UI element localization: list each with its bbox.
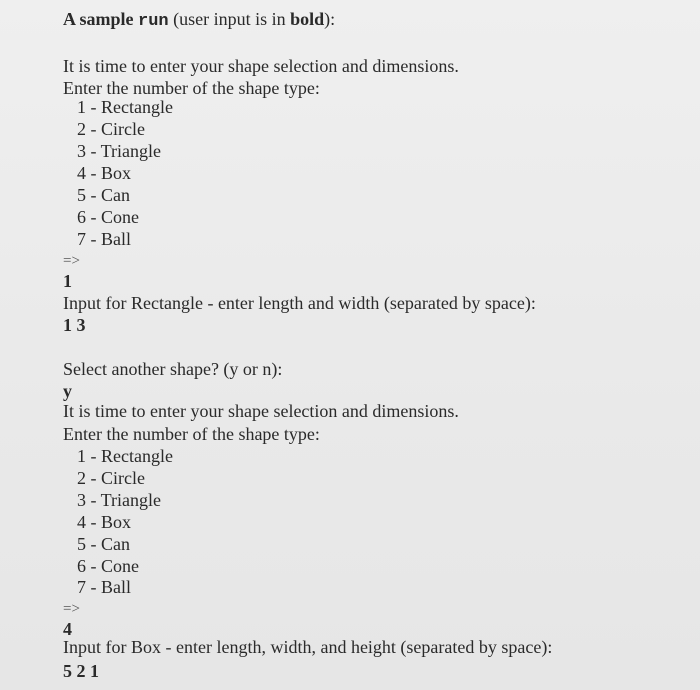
run2-arrow: => [63,601,80,617]
title-suffix-a: (user input is in [168,9,291,29]
run1-option-3: 3 - Triangle [77,141,162,161]
run1-dim-prompt: Input for Rectangle - enter length and width (separated by space): [63,293,536,313]
title-prefix: A sample [63,9,139,29]
run2-option-1: 1 - Rectangle [77,446,173,466]
run2-option-2: 2 - Circle [77,468,145,488]
run1-intro: It is time to enter your shape selection and dimensions. [63,56,459,76]
run2-intro: It is time to enter your shape selection and dimensions. [63,401,459,421]
another-prompt: Select another shape? (y or n): [63,359,283,379]
run1-prompt: Enter the number of the shape type: [63,78,320,98]
run1-option-1: 1 - Rectangle [77,97,173,117]
run2-option-3: 3 - Triangle [77,490,162,510]
run1-option-7: 7 - Ball [77,229,131,249]
another-answer: y [63,381,72,401]
title-bold-word: bold [290,9,325,29]
run1-option-4: 4 - Box [77,163,131,183]
run1-option-5: 5 - Can [77,185,130,205]
run1-dim-input: 1 3 [63,315,86,335]
run1-option-2: 2 - Circle [77,119,145,139]
run2-option-6: 6 - Cone [77,556,139,576]
run2-option-5: 5 - Can [77,534,130,554]
run2-choice: 4 [63,619,72,639]
title-code: run [138,12,169,31]
run2-option-7: 7 - Ball [77,577,131,597]
title-suffix-b: ): [324,9,336,29]
run2-prompt: Enter the number of the shape type: [63,424,320,444]
run2-dim-input: 5 2 1 [63,661,99,681]
document-title [63,8,335,33]
run2-dim-prompt: Input for Box - enter length, width, and height (separated by space): [63,637,553,657]
run2-option-4: 4 - Box [77,512,131,532]
run1-arrow: => [63,253,80,269]
run1-option-6: 6 - Cone [77,207,139,227]
run1-choice: 1 [63,271,72,291]
